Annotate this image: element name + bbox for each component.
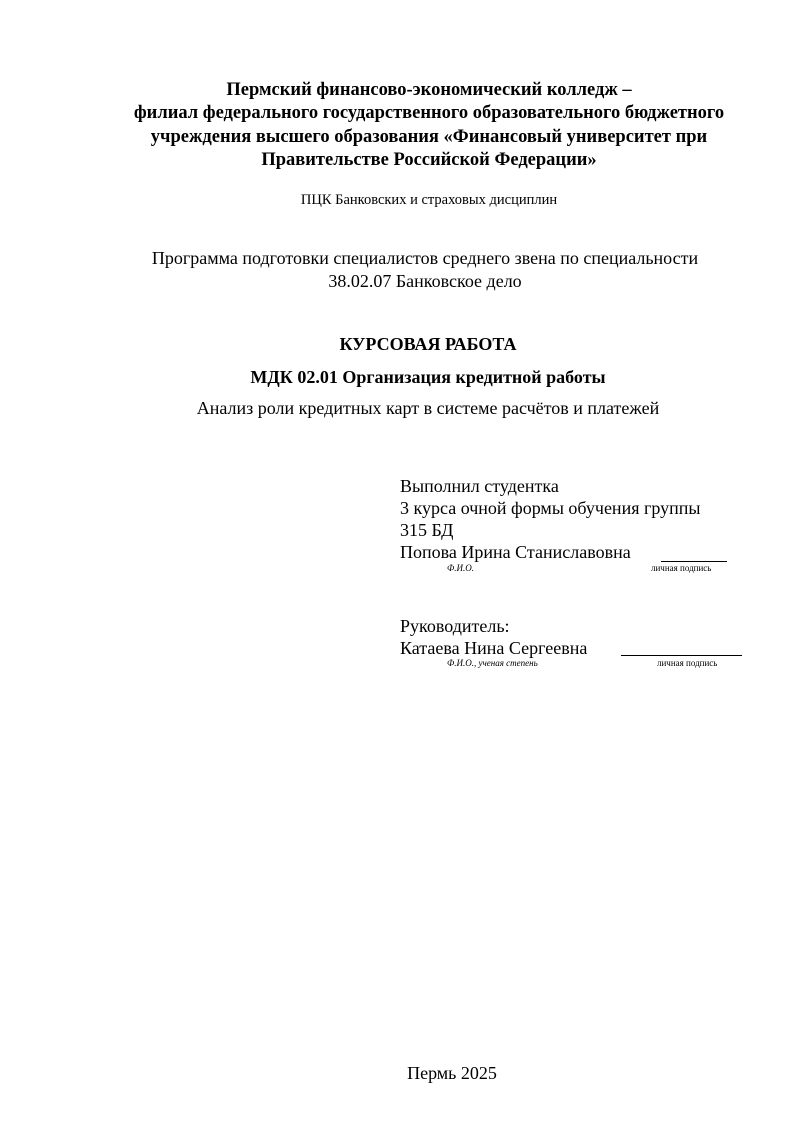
program-line: Программа подготовки специалистов среднего звена по специальности — [151, 248, 699, 268]
program-description — [0, 247, 800, 293]
header-line: филиал федерального государственного образовательного бюджетного — [133, 103, 725, 124]
header-line: учреждения высшего образования «Финансовый университет при — [150, 126, 708, 147]
work-type-title: КУРСОВАЯ РАБОТА — [339, 334, 517, 354]
student-line: 315 БД — [400, 520, 454, 540]
supervisor-signature-line — [621, 655, 742, 656]
student-line: 3 курса очной формы обучения группы — [400, 498, 701, 518]
city-year: Пермь 2025 — [407, 1063, 497, 1083]
student-name: Попова Ирина Станиславовна — [400, 542, 631, 562]
supervisor-name: Катаева Нина Сергеевна — [400, 638, 588, 658]
student-signature-line — [661, 561, 727, 562]
work-topic: Анализ роли кредитных карт в системе расчётов и платежей — [196, 398, 660, 418]
student-name-caption: Ф.И.О. — [447, 563, 474, 573]
program-line: 38.02.07 Банковское дело — [328, 271, 522, 291]
supervisor-label: Руководитель: — [400, 616, 510, 636]
course-module: МДК 02.01 Организация кредитной работы — [250, 367, 606, 387]
supervisor-name-caption: Ф.И.О., ученая степень — [447, 658, 538, 668]
supervisor-signature-caption: личная подпись — [657, 658, 718, 668]
student-line: Выполнил студентка — [400, 476, 559, 496]
institution-header — [0, 79, 800, 172]
department-name: ПЦК Банковских и страховых дисциплин — [300, 192, 558, 208]
header-line: Пермский финансово-экономический колледж – — [226, 80, 632, 100]
header-line: Правительстве Российской Федерации» — [261, 149, 597, 170]
student-signature-caption: личная подпись — [651, 563, 712, 573]
